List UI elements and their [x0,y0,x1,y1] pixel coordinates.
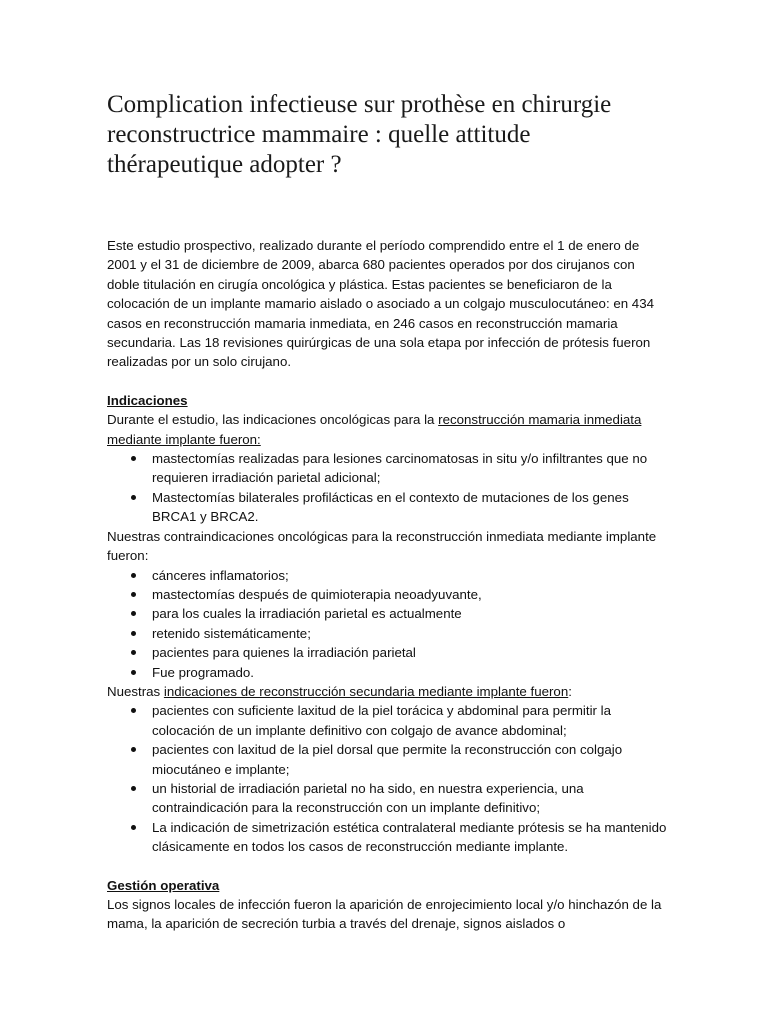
gestion-paragraph-1: Los signos locales de infección fueron la aparición de enrojecimiento local y/o hinchazón de la mama, la aparición de secreción turbia a través del drenaje, signos aislados o [107,897,662,932]
list-item: retenido sistemáticamente; [107,624,667,643]
list-item: mastectomías realizadas para lesiones carcinomatosas in situ y/o infiltrantes que no requieren irradiación parietal adicional; [107,449,667,488]
bullet-list-immediate [107,449,667,527]
indicaciones-paragraph-3 [107,682,667,701]
bullet-list-secondary [107,701,667,856]
section-spacer [107,857,667,876]
list-item: pacientes con laxitud de la piel dorsal que permite la reconstrucción con colgajo miocutáneo e implante; [107,740,667,779]
list-item: Fue programado. [107,663,667,682]
section-heading-indicaciones: Indicaciones [107,392,188,408]
indicaciones-p1-underlined: reconstrucción mamaria inmediata mediante implante fueron: [107,412,642,447]
document-body [107,236,667,934]
intro-paragraph: Este estudio prospectivo, realizado durante el período comprendido entre el 1 de enero de 2001 y el 31 de diciembre de 2009, abarca 680 pacientes operados por dos cirujanos con doble titulación en cirugía oncológica y plástica. Estas pacientes se beneficiaron de la colocación de un implante mamario aislado o asociado a un colgajo musculocutáneo: en 434 casos en reconstrucción mamaria inmediata, en 246 casos en reconstrucción mamaria secundaria. Las 18 revisiones quirúrgicas de una sola etapa por infección de prótesis fueron realizadas por un solo cirujano. [107,238,654,370]
list-item: Mastectomías bilaterales profilácticas en el contexto de mutaciones de los genes BRCA1 y BRCA2. [107,488,667,527]
list-item: pacientes con suficiente laxitud de la piel torácica y abdominal para permitir la colocación de un implante definitivo con colgajo de avance abdominal; [107,701,667,740]
document-title: Complication infectieuse sur prothèse en chirurgie reconstructrice mammaire : quelle attitude thérapeutique adopter ? [107,91,612,178]
list-item: mastectomías después de quimioterapia neoadyuvante, [107,585,667,604]
section-heading-gestion: Gestión operativa [107,877,220,893]
list-item: para los cuales la irradiación parietal es actualmente [107,604,667,623]
indicaciones-p1-text: Durante el estudio, las indicaciones oncológicas para la [107,412,439,428]
list-item: un historial de irradiación parietal no ha sido, en nuestra experiencia, una contraindicación para la reconstrucción con un implante definitivo; [107,779,667,818]
indicaciones-paragraph-2: Nuestras contraindicaciones oncológicas para la reconstrucción inmediata mediante implante fueron: [107,528,657,564]
indicaciones-p3-underlined: indicaciones de reconstrucción secundaria mediante implante fueron [163,683,569,699]
indicaciones-p3-text: Nuestras [107,683,164,699]
indicaciones-paragraph-1 [107,410,667,449]
bullet-list-contraindications [107,566,667,682]
list-item: cánceres inflamatorios; [107,566,667,585]
list-item: pacientes para quienes la irradiación parietal [107,643,667,662]
indicaciones-p3-suffix: : [568,683,572,699]
list-item: La indicación de simetrización estética contralateral mediante prótesis se ha mantenido clásicamente en todos los casos de reconstrucción mediante implante. [107,818,667,857]
